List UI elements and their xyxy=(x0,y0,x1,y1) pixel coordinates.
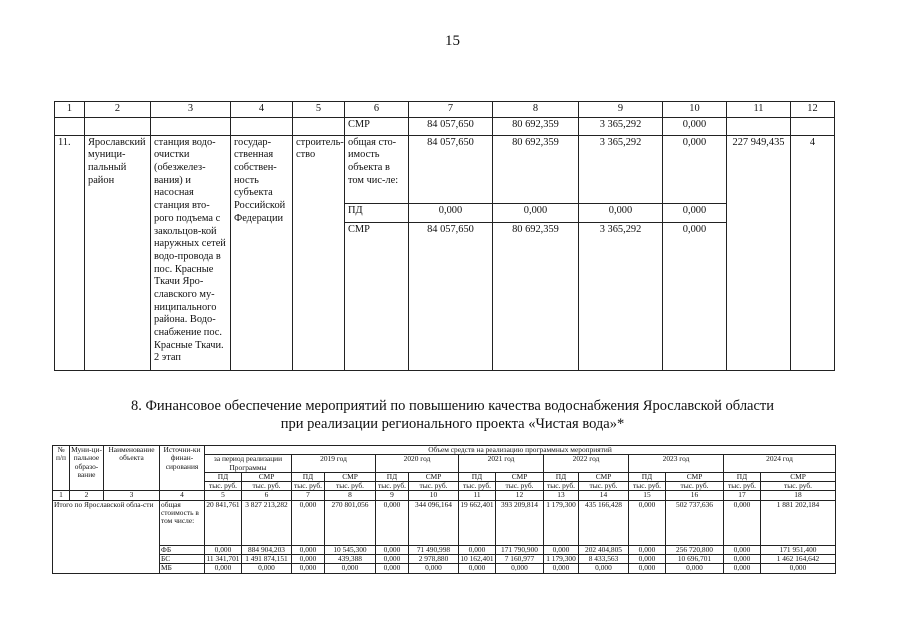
col-number: 9 xyxy=(376,491,409,500)
entry-municipality: Ярославский муници-пальный район xyxy=(85,135,151,370)
cell-value: 0,000 xyxy=(409,564,459,573)
cell-value: 2 978,880 xyxy=(409,554,459,563)
section-subtitle: при реализации регионального проекта «Чистая вода»* xyxy=(280,416,625,432)
cell-value: 0,000 xyxy=(579,203,663,222)
col-number: 9 xyxy=(579,102,663,118)
cell-value: 171 951,400 xyxy=(761,545,836,554)
cell-value: 80 692,359 xyxy=(493,135,579,203)
cell-value: 80 692,359 xyxy=(493,222,579,370)
col-number: 8 xyxy=(325,491,376,500)
col-number: 3 xyxy=(104,491,160,500)
header-year: 2023 год xyxy=(629,455,724,473)
col-number: 5 xyxy=(293,102,345,118)
cell-value: 0,000 xyxy=(205,545,242,554)
source-label: ФБ xyxy=(160,545,205,554)
source-label: МБ xyxy=(160,564,205,573)
cell-value: 435 166,428 xyxy=(579,500,629,545)
cell-value: 393 209,814 xyxy=(496,500,544,545)
header-unit: тыс. руб. xyxy=(205,482,242,491)
entry-work-type: строитель-ство xyxy=(293,135,345,370)
header-unit: тыс. руб. xyxy=(724,482,761,491)
header-unit: тыс. руб. xyxy=(409,482,459,491)
cell-value: 344 096,164 xyxy=(409,500,459,545)
cell-value: 0,000 xyxy=(663,203,727,222)
cell-value: 1 881 202,184 xyxy=(761,500,836,545)
entry-number: 11. xyxy=(55,135,85,370)
header-unit: тыс. руб. xyxy=(292,482,325,491)
header-num: № п/п xyxy=(53,446,70,491)
header-unit: тыс. руб. xyxy=(376,482,409,491)
cell-value: 0,000 xyxy=(292,564,325,573)
continuation-row xyxy=(55,117,835,135)
cell-value: 0,000 xyxy=(292,545,325,554)
cell-value: 71 490,998 xyxy=(409,545,459,554)
header-pd: ПД xyxy=(629,472,666,481)
header-smr: СМР xyxy=(579,472,629,481)
header-pd: ПД xyxy=(205,472,242,481)
header-volume: Объем средств на реализацию программных мероприятий xyxy=(205,446,836,455)
cell-value: 1 179,300 xyxy=(544,554,579,563)
cell-value: 502 737,636 xyxy=(666,500,724,545)
col-number: 16 xyxy=(666,491,724,500)
entry-object: станция водо-очистки (обезжелез-вания) и насосная станция вто-рого подъема с закольцов-кой наружных сетей водо-провода в пос. Красные Ткачи Яро-славского му-ниципального района. Водо-снабжение пос. Красные Ткачи. 2 этап xyxy=(151,135,231,370)
header-unit: тыс. руб. xyxy=(666,482,724,491)
col-number: 4 xyxy=(231,102,293,118)
header-unit: тыс. руб. xyxy=(629,482,666,491)
cell-value: 0,000 xyxy=(629,545,666,554)
objects-table xyxy=(54,101,835,371)
cell-value: 0,000 xyxy=(666,564,724,573)
header-year: 2020 год xyxy=(376,455,459,473)
col-number: 1 xyxy=(53,491,70,500)
total-row-label: Итого по Ярославской обла-сти xyxy=(53,500,160,573)
col-number: 11 xyxy=(727,102,791,118)
col-number: 12 xyxy=(791,102,835,118)
col-number: 4 xyxy=(160,491,205,500)
cell-value: 0,000 xyxy=(459,564,496,573)
cell-value: 20 841,761 xyxy=(205,500,242,545)
header-unit: тыс. руб. xyxy=(544,482,579,491)
col-number: 12 xyxy=(496,491,544,500)
header-smr: СМР xyxy=(761,472,836,481)
cell-value: 0,000 xyxy=(376,545,409,554)
cell-value: 270 801,056 xyxy=(325,500,376,545)
header-year: 2019 год xyxy=(292,455,376,473)
header-year: 2021 год xyxy=(459,455,544,473)
cell-value: 0,000 xyxy=(376,554,409,563)
header-municipality: Муни-ци-пальное образо-вание xyxy=(70,446,104,491)
header-unit: тыс. руб. xyxy=(459,482,496,491)
cell-value: 0,000 xyxy=(242,564,292,573)
cell-value: 0,000 xyxy=(205,564,242,573)
cell-value: 19 662,401 xyxy=(459,500,496,545)
header-unit: тыс. руб. xyxy=(242,482,292,491)
source-row-mb xyxy=(53,564,836,573)
header-pd: ПД xyxy=(544,472,579,481)
cell-value: 0,000 xyxy=(325,564,376,573)
cell-value: 0,000 xyxy=(663,135,727,203)
cell-value: 0,000 xyxy=(376,500,409,545)
col-number: 10 xyxy=(663,102,727,118)
cell-value: 3 365,292 xyxy=(579,222,663,370)
header-pd: ПД xyxy=(292,472,325,481)
cell-value: 0,000 xyxy=(493,203,579,222)
col-number: 11 xyxy=(459,491,496,500)
cell-value: 0,000 xyxy=(544,545,579,554)
header-pd: ПД xyxy=(724,472,761,481)
entry-row xyxy=(55,135,835,203)
cell-value: 0,000 xyxy=(629,554,666,563)
cell-value: 84 057,650 xyxy=(409,117,493,135)
cell-value: 0,000 xyxy=(724,545,761,554)
cell-value: 0,000 xyxy=(724,564,761,573)
header-unit: тыс. руб. xyxy=(496,482,544,491)
header-object: Наименование объекта xyxy=(104,446,160,491)
cell-value: 1 491 874,151 xyxy=(242,554,292,563)
cell-value: 0,000 xyxy=(409,203,493,222)
header-smr: СМР xyxy=(496,472,544,481)
col-number: 2 xyxy=(85,102,151,118)
col-number: 3 xyxy=(151,102,231,118)
total-label: общая сто-имость объекта в том чис-ле: xyxy=(345,135,409,203)
col-number: 15 xyxy=(629,491,666,500)
header-smr: СМР xyxy=(325,472,376,481)
source-label: общая стоимость в том числе: xyxy=(160,500,205,545)
column-number-row xyxy=(55,102,835,118)
source-label: БС xyxy=(160,554,205,563)
header-unit: тыс. руб. xyxy=(761,482,836,491)
cell-value: 84 057,650 xyxy=(409,135,493,203)
header-row-1 xyxy=(53,446,836,455)
cell-value: 84 057,650 xyxy=(409,222,493,370)
cell-value: 0,000 xyxy=(724,554,761,563)
header-pd: ПД xyxy=(376,472,409,481)
cell-value: 0,000 xyxy=(663,117,727,135)
col-number: 10 xyxy=(409,491,459,500)
cell-value: 439,388 xyxy=(325,554,376,563)
cell-value: 0,000 xyxy=(292,554,325,563)
header-period: за период реализации Программы xyxy=(205,455,292,473)
cell-value: 0,000 xyxy=(292,500,325,545)
col-number: 14 xyxy=(579,491,629,500)
header-pd: ПД xyxy=(459,472,496,481)
cell-value: 0,000 xyxy=(629,500,666,545)
header-source: Источни-ки финан-сирования xyxy=(160,446,205,491)
row-label: СМР xyxy=(345,222,409,370)
header-smr: СМР xyxy=(666,472,724,481)
cell-value: 171 790,900 xyxy=(496,545,544,554)
entry-col11: 227 949,435 xyxy=(727,135,791,370)
cell-value: 11 341,701 xyxy=(205,554,242,563)
total-row xyxy=(53,500,836,545)
col-number: 5 xyxy=(205,491,242,500)
cell-value: 0,000 xyxy=(544,564,579,573)
entry-col12: 4 xyxy=(791,135,835,370)
cell-value: 202 404,805 xyxy=(579,545,629,554)
row-label: ПД xyxy=(345,203,409,222)
section-title: 8. Финансовое обеспечение мероприятий по повышению качества водоснабжения Ярославской области xyxy=(130,398,775,414)
cell-value: 0,000 xyxy=(724,500,761,545)
col-number: 6 xyxy=(242,491,292,500)
cell-value: 256 720,800 xyxy=(666,545,724,554)
col-number: 13 xyxy=(544,491,579,500)
cell-value: 0,000 xyxy=(629,564,666,573)
header-smr: СМР xyxy=(242,472,292,481)
col-number: 1 xyxy=(55,102,85,118)
cell-value: 80 692,359 xyxy=(493,117,579,135)
cell-value: 10 162,401 xyxy=(460,553,494,563)
header-year: 2022 год xyxy=(544,455,629,473)
cell-value: 10 545,300 xyxy=(325,545,376,554)
col-number: 8 xyxy=(493,102,579,118)
cell-value: 884 904,203 xyxy=(242,545,292,554)
cell-value: 7 160,977 xyxy=(496,554,544,563)
cell-value: 0,000 xyxy=(376,564,409,573)
header-smr: СМР xyxy=(409,472,459,481)
financing-table xyxy=(52,445,836,574)
col-number: 2 xyxy=(70,491,104,500)
entry-ownership: государ-ственная собствен-ность субъекта Российской Федерации xyxy=(231,135,293,370)
cell-value: 10 696,701 xyxy=(666,554,724,563)
header-year: 2024 год xyxy=(724,455,836,473)
cell-value: 0,000 xyxy=(761,564,836,573)
cell-value: 8 433,563 xyxy=(579,554,629,563)
cell-value: 0,000 xyxy=(459,545,496,554)
cell-value: 3 365,292 xyxy=(579,117,663,135)
column-number-row xyxy=(53,491,836,500)
cell-value: 0,000 xyxy=(579,564,629,573)
col-number: 17 xyxy=(724,491,761,500)
cell-value: 0,000 xyxy=(496,564,544,573)
header-unit: тыс. руб. xyxy=(325,482,376,491)
cell-value: 0,000 xyxy=(663,222,727,370)
header-unit: тыс. руб. xyxy=(579,482,629,491)
col-number: 18 xyxy=(761,491,836,500)
cell-value: 1 179,300 xyxy=(544,500,579,545)
col-number: 7 xyxy=(292,491,325,500)
row-label: СМР xyxy=(345,117,409,135)
cell-value: 3 827 213,282 xyxy=(242,500,292,545)
cell-value: 1 462 164,642 xyxy=(761,554,836,563)
col-number: 7 xyxy=(409,102,493,118)
page-number: 15 xyxy=(445,33,460,49)
col-number: 6 xyxy=(345,102,409,118)
cell-value: 3 365,292 xyxy=(579,135,663,203)
